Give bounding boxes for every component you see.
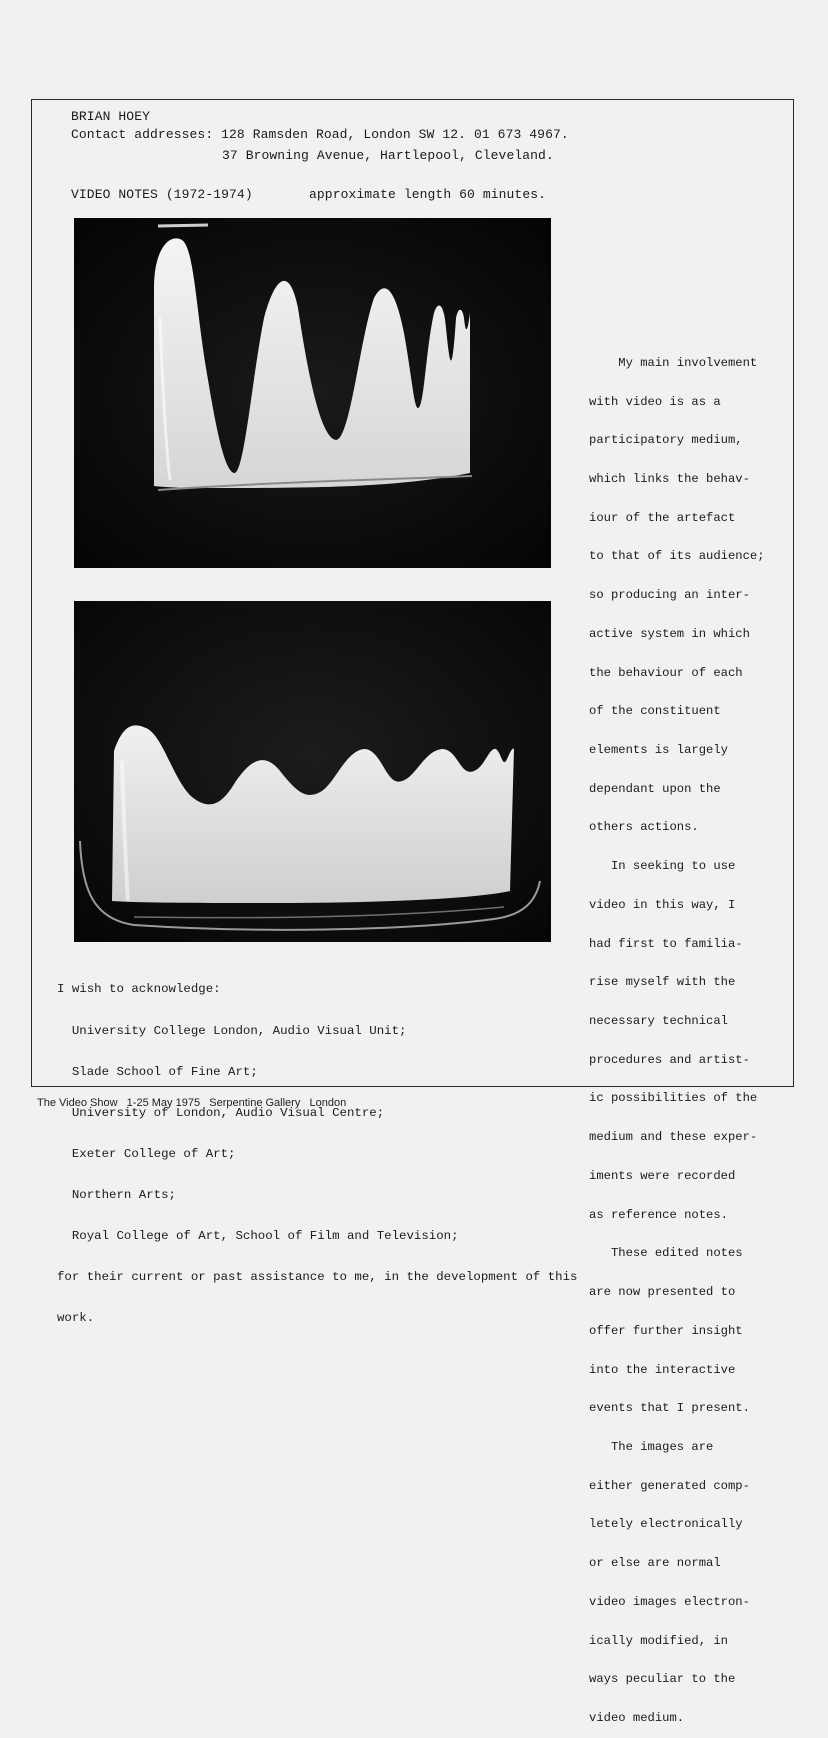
statement-line: My main involvement — [589, 355, 758, 370]
work-title: VIDEO NOTES (1972-1974) — [71, 187, 253, 202]
statement-line: letely electronically — [589, 1517, 743, 1532]
acknowledgement-line: Exeter College of Art; — [57, 1146, 236, 1161]
work-length: approximate length 60 minutes. — [309, 187, 547, 202]
statement-line: had first to familia- — [589, 936, 743, 951]
statement-line: rise myself with the — [589, 975, 736, 990]
statement-line: iments were recorded — [589, 1168, 736, 1183]
statement-line: or else are normal — [589, 1556, 721, 1571]
contact-addresses-line-1: Contact addresses: 128 Ramsden Road, London SW 12. 01 673 4967. — [71, 127, 569, 142]
statement-line: of the constituent — [589, 704, 721, 719]
statement-line: ic possibilities of the — [589, 1091, 758, 1106]
statement-line: are now presented to — [589, 1285, 736, 1300]
acknowledgement-line: Slade School of Fine Art; — [57, 1064, 258, 1079]
waveform-image-top — [74, 218, 551, 568]
statement-line: ways peculiar to the — [589, 1672, 736, 1687]
video-still-top — [74, 218, 551, 568]
statement-line: into the interactive — [589, 1362, 736, 1377]
statement-line: necessary technical — [589, 1014, 728, 1029]
statement-line: elements is largely — [589, 743, 728, 757]
statement-line: video medium. — [589, 1710, 685, 1725]
statement-line: The images are — [589, 1439, 714, 1454]
statement-line: medium and these exper- — [589, 1130, 758, 1145]
acknowledgement-line: Northern Arts; — [57, 1187, 176, 1202]
exhibition-footer: The Video Show 1-25 May 1975 Serpentine Gallery London — [37, 1097, 347, 1109]
statement-line: so producing an inter- — [589, 588, 750, 603]
statement-line: active system in which — [589, 626, 750, 641]
artist-statement — [589, 331, 789, 1738]
waveform-image-bottom — [74, 601, 551, 942]
statement-line: participatory medium, — [589, 433, 743, 448]
artist-name: BRIAN HOEY — [71, 109, 151, 124]
acknowledgements — [57, 956, 578, 1340]
statement-line: ically modified, in — [589, 1633, 728, 1648]
statement-line: either generated comp- — [589, 1478, 750, 1493]
acknowledgement-line: University College London, Audio Visual Unit; — [57, 1023, 407, 1038]
statement-line: others actions. — [589, 820, 699, 835]
statement-line: the behaviour of each — [589, 665, 743, 680]
statement-line: to that of its audience; — [589, 549, 765, 564]
video-still-bottom — [74, 601, 551, 942]
statement-line: dependant upon the — [589, 781, 721, 796]
acknowledgement-line: for their current or past assistance to me, in the development of this — [57, 1270, 578, 1285]
statement-line: These edited notes — [589, 1246, 743, 1261]
statement-line: iour of the artefact — [589, 510, 736, 525]
statement-line: events that I present. — [589, 1401, 750, 1416]
acknowledgement-line: I wish to acknowledge: — [57, 982, 221, 997]
acknowledgement-line: Royal College of Art, School of Film and Television; — [57, 1229, 459, 1244]
acknowledgement-line: work. — [57, 1311, 95, 1326]
acknowledgement-line: University of London, Audio Visual Centre; — [57, 1105, 385, 1120]
statement-line: procedures and artist- — [589, 1052, 750, 1067]
statement-line: video images electron- — [589, 1594, 750, 1609]
statement-line: as reference notes. — [589, 1207, 728, 1222]
statement-line: video in this way, I — [589, 897, 736, 912]
statement-line: with video is as a — [589, 394, 721, 409]
statement-line: In seeking to use — [589, 859, 736, 874]
statement-line: which links the behav- — [589, 471, 750, 486]
statement-line: offer further insight — [589, 1323, 743, 1338]
contact-addresses-line-2: 37 Browning Avenue, Hartlepool, Cleveland. — [222, 148, 554, 163]
